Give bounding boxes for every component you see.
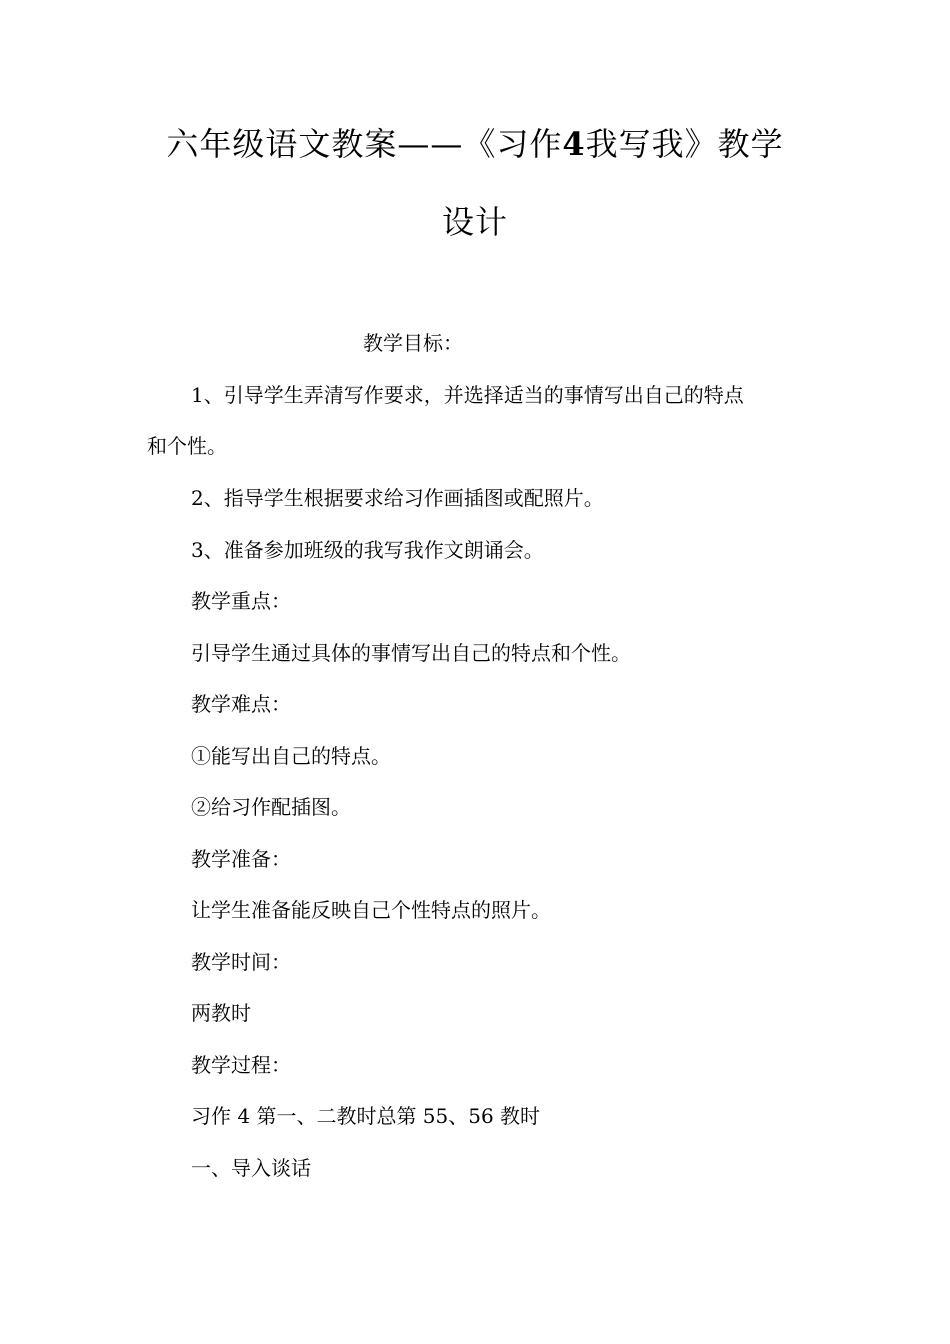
title-number: 4 xyxy=(562,125,586,163)
objective-1: 1、引导学生弄清写作要求，并选择适当的事情写出自己的特点 xyxy=(191,383,744,407)
objective-3: 3、准备参加班级的我写我作文朗诵会。 xyxy=(191,538,544,562)
objective-2: 2、指导学生根据要求给习作画插图或配照片。 xyxy=(191,486,604,510)
heading-key-points: 教学重点： xyxy=(191,589,291,613)
teaching-time-text: 两教时 xyxy=(191,1001,251,1025)
section-1-heading: 一、导入谈话 xyxy=(191,1156,311,1180)
heading-preparation: 教学准备： xyxy=(191,847,291,871)
difficulty-2: ②给习作配插图。 xyxy=(191,795,351,819)
objective-1-continued: 和个性。 xyxy=(147,434,227,458)
heading-teaching-process: 教学过程： xyxy=(191,1053,291,1077)
preparation-text: 让学生准备能反映自己个性特点的照片。 xyxy=(191,898,551,922)
document-title-line-2: 设计 xyxy=(441,203,508,241)
heading-difficulties: 教学难点： xyxy=(191,692,291,716)
title-text-part-2: 我写我》教学 xyxy=(585,125,784,163)
key-point-text: 引导学生通过具体的事情写出自己的特点和个性。 xyxy=(191,641,631,665)
heading-teaching-objectives: 教学目标： xyxy=(363,331,463,355)
difficulty-1: ①能写出自己的特点。 xyxy=(191,744,391,768)
lesson-info: 习作 4 第一、二教时总第 55、56 教时 xyxy=(191,1104,541,1128)
heading-teaching-time: 教学时间： xyxy=(191,950,291,974)
document-title-line-1 xyxy=(0,124,950,164)
title-text-part-1: 六年级语文教案——《习作 xyxy=(166,125,563,163)
